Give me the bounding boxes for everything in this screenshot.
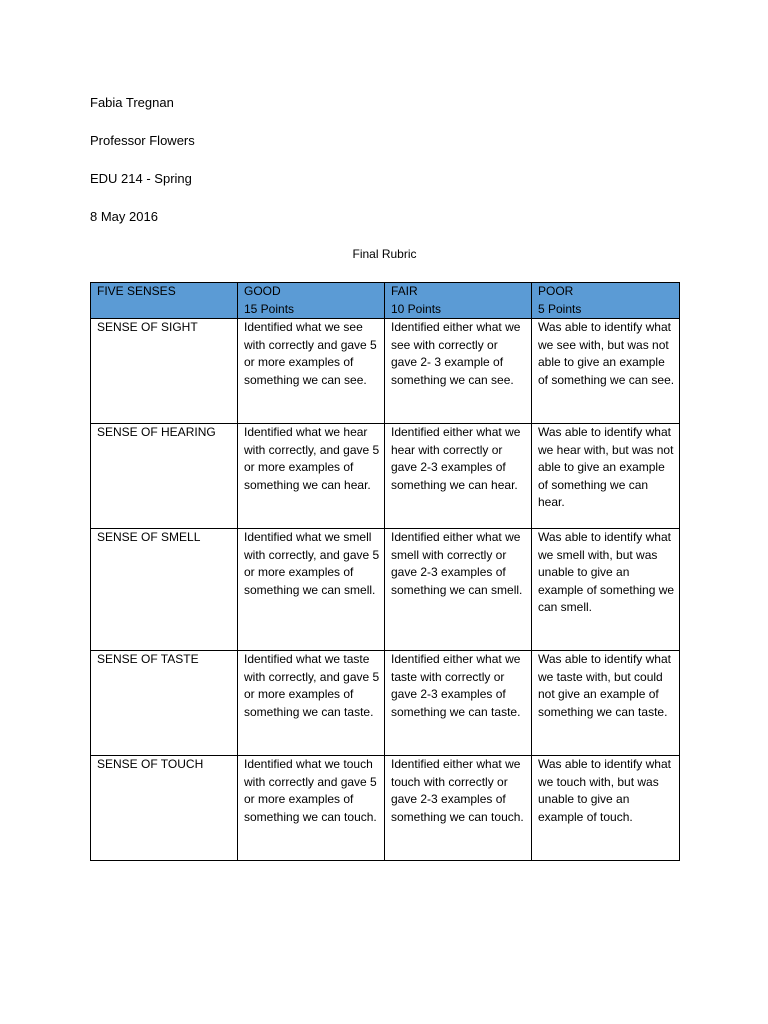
sense-cell: SENSE OF SMELL bbox=[91, 529, 238, 651]
fair-cell: Identified either what we hear with correctly or gave 2-3 examples of something we can hear. bbox=[385, 424, 532, 529]
poor-cell: Was able to identify what we hear with, but was not able to give an example of something we can hear. bbox=[532, 424, 680, 529]
table-header-row bbox=[91, 283, 680, 319]
sense-cell: SENSE OF HEARING bbox=[91, 424, 238, 529]
column-header-label: FIVE SENSES bbox=[97, 284, 176, 298]
poor-cell: Was able to identify what we touch with, but was unable to give an example of touch. bbox=[532, 756, 680, 861]
column-header-points: 5 Points bbox=[538, 301, 582, 316]
table-row-sight bbox=[91, 319, 680, 424]
fair-cell: Identified either what we smell with correctly or gave 2-3 examples of something we can smell. bbox=[385, 529, 532, 651]
course-name: EDU 214 - Spring bbox=[90, 171, 192, 186]
fair-cell: Identified either what we see with correctly or gave 2- 3 example of something we can see. bbox=[385, 319, 532, 424]
column-header-poor bbox=[532, 283, 680, 319]
poor-cell: Was able to identify what we see with, but was not able to give an example of something we can see. bbox=[532, 319, 680, 424]
good-cell: Identified what we touch with correctly and gave 5 or more examples of something we can touch. bbox=[238, 756, 385, 861]
table-row-smell bbox=[91, 529, 680, 651]
column-header-five-senses bbox=[91, 283, 238, 319]
column-header-label: FAIR bbox=[391, 284, 418, 298]
professor-name: Professor Flowers bbox=[90, 133, 195, 148]
good-cell: Identified what we taste with correctly, and gave 5 or more examples of something we can taste. bbox=[238, 651, 385, 756]
column-header-label: GOOD bbox=[244, 284, 281, 298]
good-cell: Identified what we smell with correctly, and gave 5 or more examples of something we can smell. bbox=[238, 529, 385, 651]
document-title: Final Rubric bbox=[352, 247, 417, 261]
column-header-good bbox=[238, 283, 385, 319]
column-header-fair bbox=[385, 283, 532, 319]
column-header-points: 15 Points bbox=[244, 301, 295, 316]
document-date: 8 May 2016 bbox=[90, 209, 158, 224]
good-cell: Identified what we see with correctly and gave 5 or more examples of something we can see. bbox=[238, 319, 385, 424]
column-header-label: POOR bbox=[538, 284, 574, 298]
sense-cell: SENSE OF TASTE bbox=[91, 651, 238, 756]
fair-cell: Identified either what we taste with correctly or gave 2-3 examples of something we can taste. bbox=[385, 651, 532, 756]
rubric-table bbox=[90, 282, 680, 861]
table-row-taste bbox=[91, 651, 680, 756]
poor-cell: Was able to identify what we smell with, but was unable to give an example of something we can smell. bbox=[532, 529, 680, 651]
fair-cell: Identified either what we touch with correctly or gave 2-3 examples of something we can touch. bbox=[385, 756, 532, 861]
table-row-hearing bbox=[91, 424, 680, 529]
sense-cell: SENSE OF TOUCH bbox=[91, 756, 238, 861]
column-header-points: 10 Points bbox=[391, 301, 442, 316]
table-row-touch bbox=[91, 756, 680, 861]
sense-cell: SENSE OF SIGHT bbox=[91, 319, 238, 424]
student-name: Fabia Tregnan bbox=[90, 95, 174, 110]
poor-cell: Was able to identify what we taste with, but could not give an example of something we can taste. bbox=[532, 651, 680, 756]
good-cell: Identified what we hear with correctly, and gave 5 or more examples of something we can hear. bbox=[238, 424, 385, 529]
